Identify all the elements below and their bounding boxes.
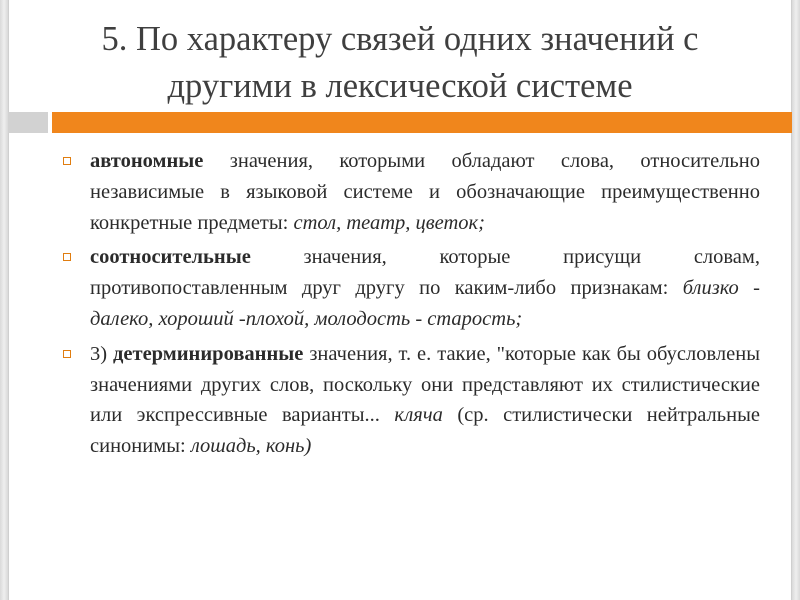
- list-item-determined: [60, 339, 760, 462]
- item-example: кляча: [394, 404, 443, 427]
- item-text: значения, которые присущи словам, противопоставленным друг другу по каким-либо признакам:: [90, 246, 760, 300]
- square-bullet-icon: [63, 157, 71, 165]
- item-example-2: лошадь, конь): [190, 435, 312, 458]
- title-rule-grey: [8, 112, 48, 133]
- item-number: 3): [90, 342, 114, 365]
- title-line-1: 5. По характеру связей одних значений с: [101, 20, 699, 58]
- bullet-list: [60, 146, 760, 466]
- list-item-correlative: [60, 242, 760, 334]
- item-example: стол, театр, цветок;: [293, 211, 485, 234]
- title-line-2: другими в лексической системе: [167, 67, 633, 105]
- right-border-bar: [791, 0, 800, 600]
- item-example: близко - далеко, хороший -плохой, молодость - старость;: [90, 277, 760, 330]
- left-border-bar: [0, 0, 9, 600]
- item-text: значения, т. е. такие, "которые как бы обусловлены значениями других слов, поскольку они представляют их стилистические или экспрессивные варианты...: [90, 342, 760, 427]
- term-determined: детерминированные: [113, 342, 304, 365]
- square-bullet-icon: [63, 350, 71, 358]
- slide-title: [40, 16, 760, 110]
- title-rule-orange: [52, 112, 792, 133]
- item-text: значения, которыми обладают слова, относительно независимые в языковой системе и обозначающие преимущественно конкретные предметы:: [90, 150, 760, 234]
- item-text-2: (ср. стилистически нейтральные синонимы:: [90, 404, 760, 458]
- square-bullet-icon: [63, 253, 71, 261]
- term-autonomous: автономные: [90, 150, 204, 172]
- term-correlative: соотносительные: [90, 246, 251, 269]
- list-item-autonomous: [60, 146, 760, 238]
